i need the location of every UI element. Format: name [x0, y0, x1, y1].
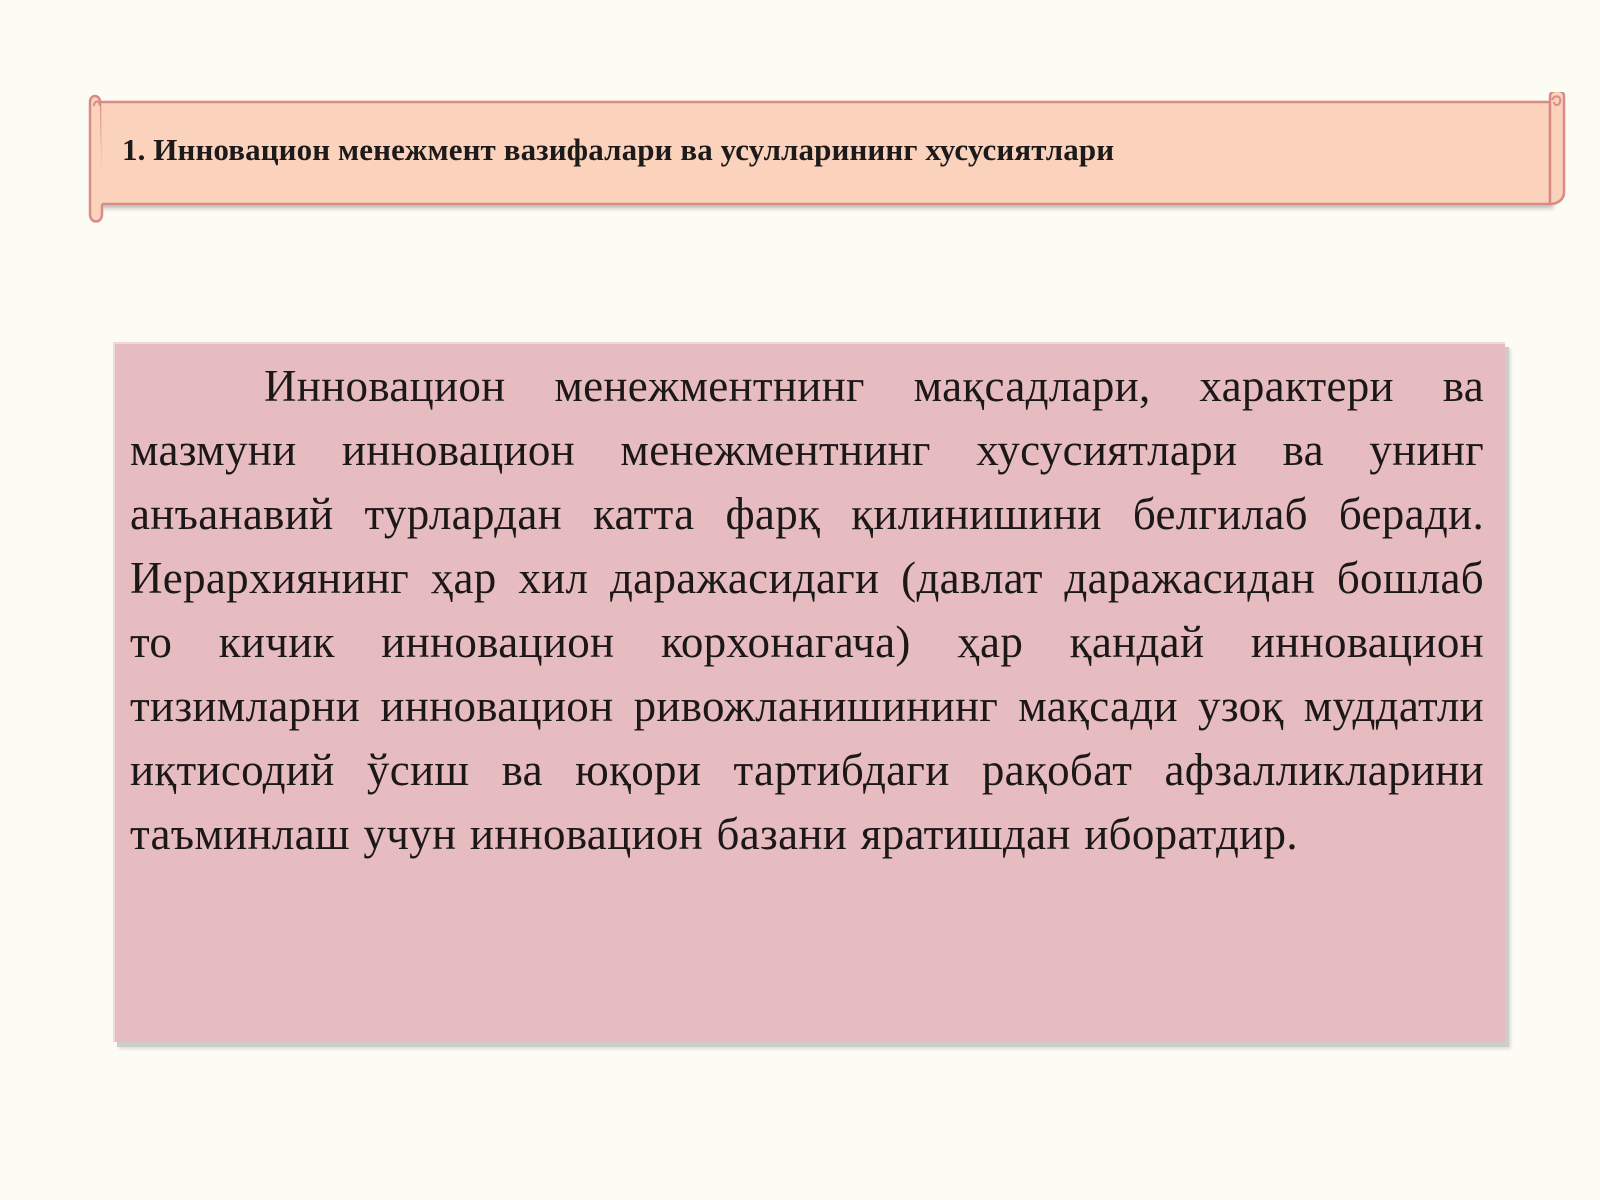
body-paragraph: Инновацион менежментнинг мақсадлари, характери ва мазмуни инновацион менежментнинг хусусиятлари ва унинг анъанавий турлардан катта фарқ қилинишини белгилаб беради. Иерархиянинг ҳар хил даражасидаги (давлат даражасидан бошлаб то кичик инновацион корхонагача) ҳар қандай инновацион тизимларни инновацион ривожланишининг мақсади узоқ муддатли иқтисодий ўсиш ва юқори тартибдаги рақобат афзалликларини таъминлаш учун инновацион базани яратишдан иборатдир. [130, 361, 1484, 859]
content-box [113, 342, 1505, 1042]
slide-title: 1. Инновацион менежмент вазифалари ва усулларининг хусусиятлари [122, 132, 1115, 167]
title-scroll-banner [88, 92, 1566, 224]
